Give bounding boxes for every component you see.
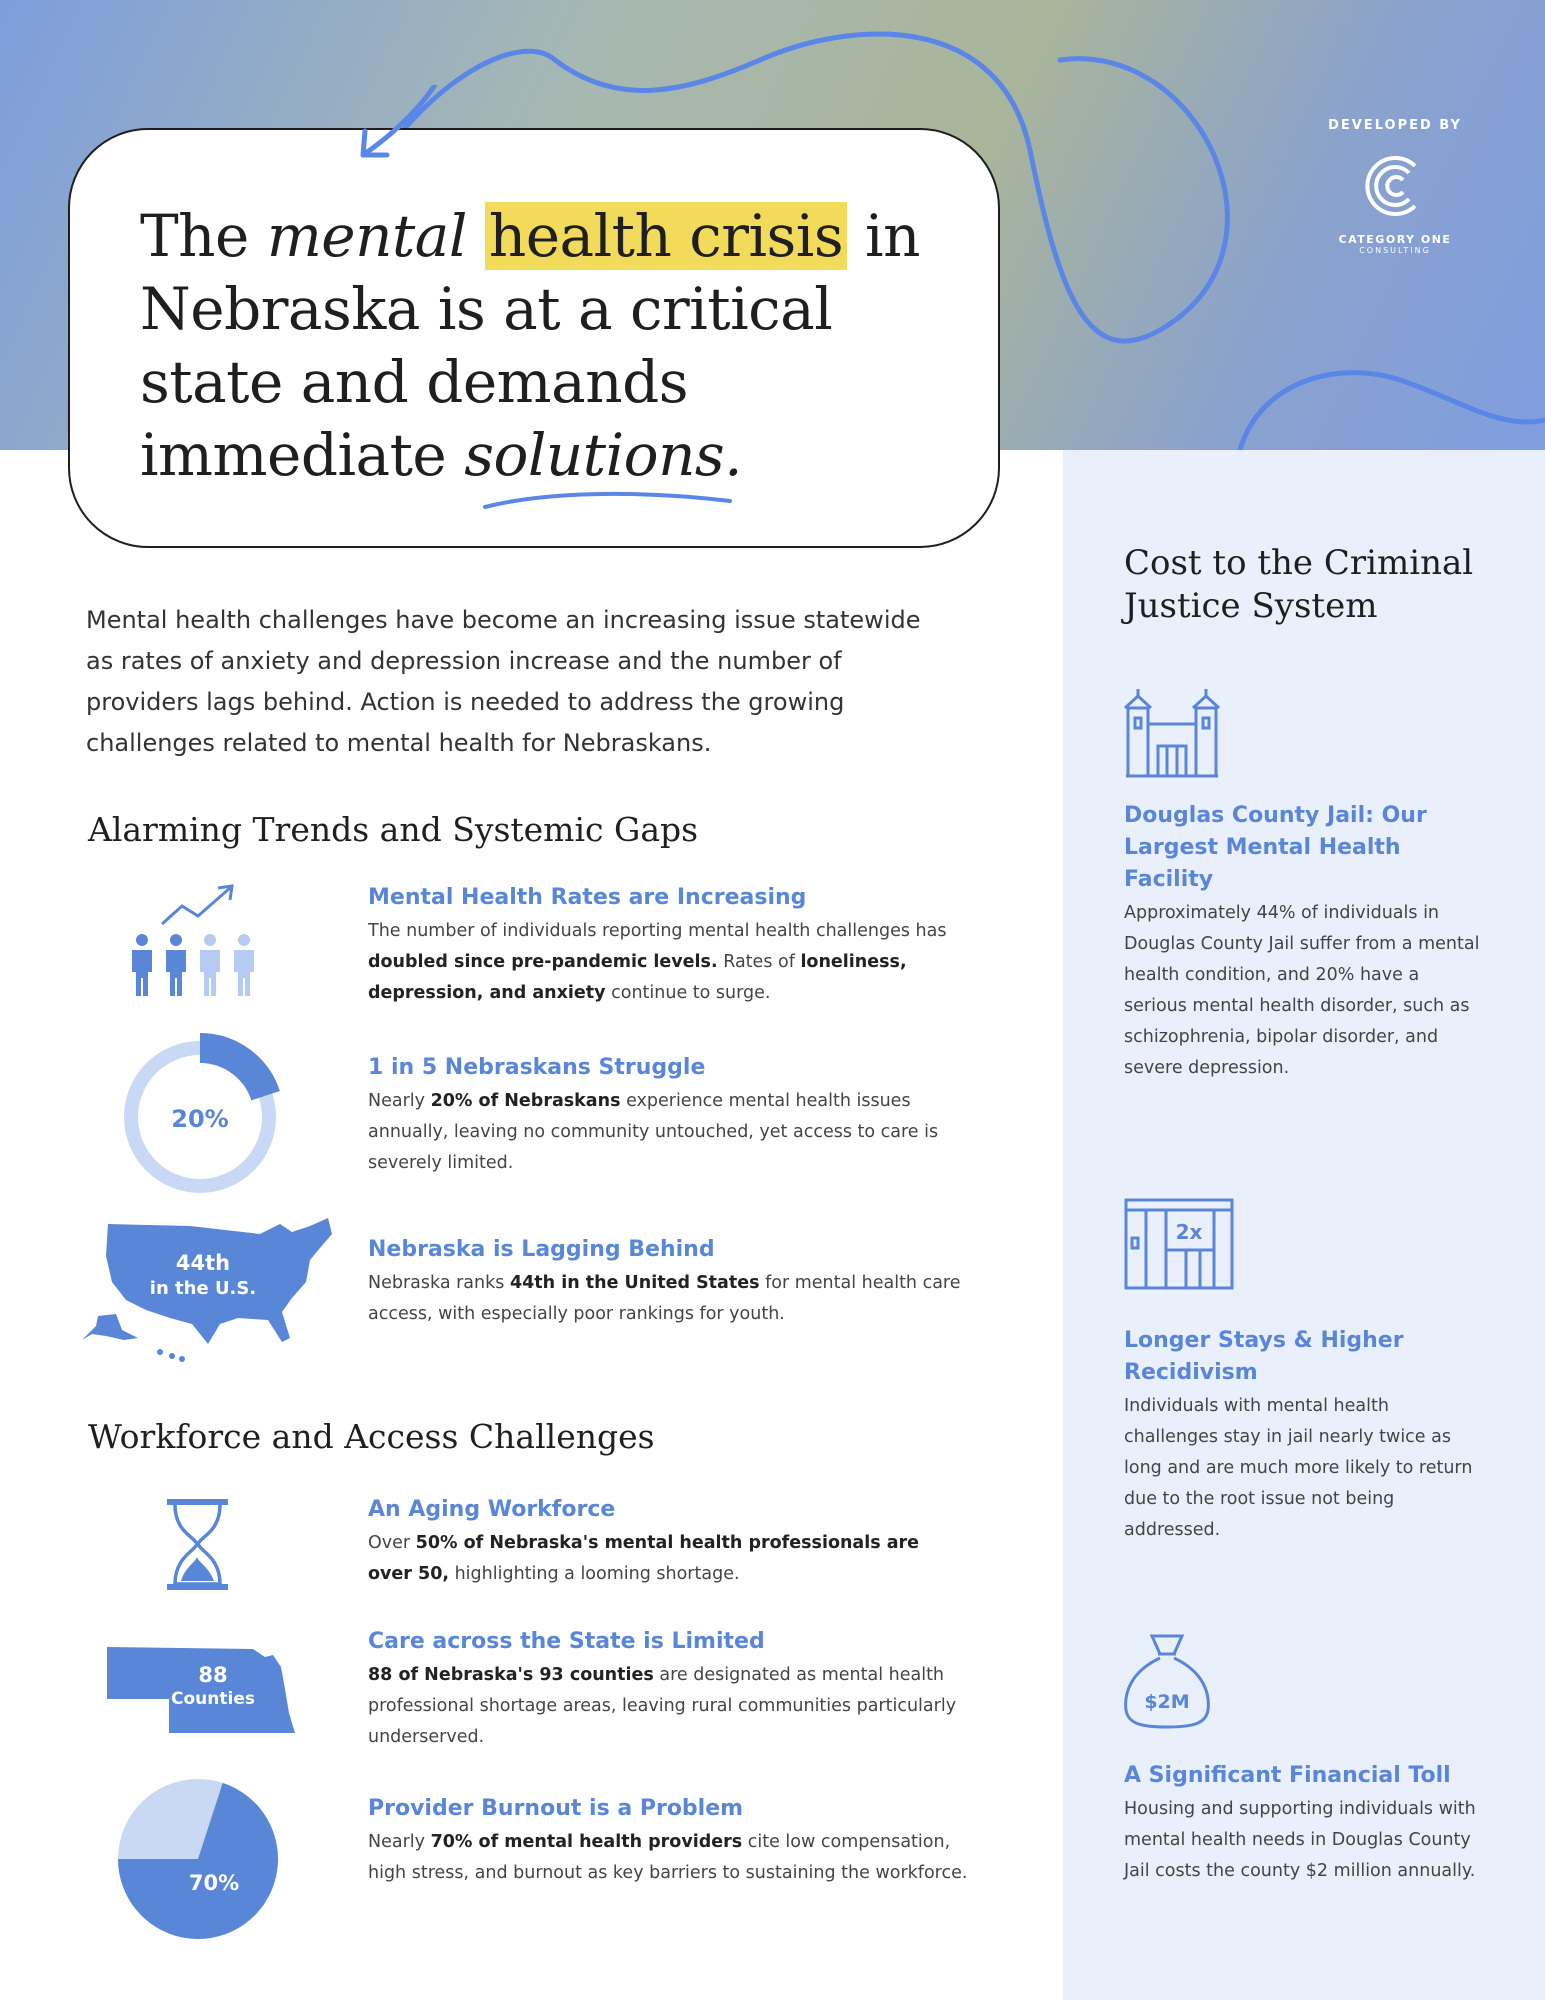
item-title: Mental Health Rates are Increasing xyxy=(368,885,807,910)
item-title: Nebraska is Lagging Behind xyxy=(368,1237,715,1262)
people-trend-icon xyxy=(120,882,280,1007)
nebraska-map-icon xyxy=(105,1643,295,1738)
item-body: Nebraska ranks 44th in the United States for mental health care access, with especially poor rankings for youth. xyxy=(368,1273,961,1324)
hourglass-icon xyxy=(165,1497,230,1592)
developed-by-block xyxy=(1300,118,1490,255)
item-title: An Aging Workforce xyxy=(368,1497,616,1522)
jail-building-icon xyxy=(1124,688,1220,778)
section-title-trends: Alarming Trends and Systemic Gaps xyxy=(88,810,699,849)
workforce-item-aging xyxy=(368,1497,968,1590)
counties-label: Counties xyxy=(171,1689,255,1709)
item-body: Approximately 44% of individuals in Douglas County Jail suffer from a mental health condition, and 20% have a serious mental health disorder, such as schizophrenia, bipolar disorder, and severe depression. xyxy=(1124,903,1480,1078)
headline-card xyxy=(68,128,1000,548)
map-label-rank: 44th xyxy=(175,1251,231,1275)
intro-paragraph: Mental health challenges have become an increasing issue statewide as rates of anxiety and depression increase and the number of providers lags behind. Action is needed to address the growing challenges related to mental health for Nebraskans. xyxy=(86,606,921,757)
trend-item-rates xyxy=(368,885,968,1009)
developed-by-label: DEVELOPED BY xyxy=(1328,118,1462,133)
us-map-icon xyxy=(70,1212,340,1362)
item-title: A Significant Financial Toll xyxy=(1124,1763,1451,1788)
sidebar-title: Cost to the Criminal Justice System xyxy=(1124,543,1474,626)
item-title: 1 in 5 Nebraskans Struggle xyxy=(368,1055,706,1080)
sidebar-item-recidivism xyxy=(1124,1325,1484,1546)
item-body: Nearly 20% of Nebraskans experience mental health issues annually, leaving no community untouched, yet access to care is severely limited. xyxy=(368,1091,939,1173)
pie-label: 70% xyxy=(188,1871,240,1895)
headline: The mental health crisis in Nebraska is at a critical state and demands immediate solutions. xyxy=(140,202,920,489)
brand-name: CATEGORY ONE xyxy=(1338,233,1452,246)
item-title: Longer Stays & Higher Recidivism xyxy=(1124,1328,1404,1385)
item-body: Housing and supporting individuals with mental health needs in Douglas County Jail costs the county $2 million annually. xyxy=(1124,1799,1476,1881)
section-title-workforce: Workforce and Access Challenges xyxy=(88,1417,655,1456)
item-title: Douglas County Jail: Our Largest Mental Health Facility xyxy=(1124,803,1427,892)
counties-number: 88 xyxy=(198,1663,228,1687)
map-label-us: in the U.S. xyxy=(149,1278,257,1299)
sidebar-item-jail xyxy=(1124,800,1484,1084)
jail-cell-icon xyxy=(1124,1198,1234,1290)
money-bag-label: $2M xyxy=(1144,1691,1190,1713)
solutions-underline xyxy=(480,485,740,515)
trend-item-struggle xyxy=(368,1055,968,1179)
burnout-pie-chart xyxy=(117,1778,279,1940)
item-body: 88 of Nebraska's 93 counties are designated as mental health professional shortage areas, leaving rural communities particularly underserved. xyxy=(368,1665,957,1747)
money-bag-icon xyxy=(1122,1632,1212,1730)
cell-multiplier-label: 2x xyxy=(1175,1220,1203,1244)
item-body: Individuals with mental health challenges stay in jail nearly twice as long and are much more likely to return due to the root issue not being addressed. xyxy=(1124,1396,1473,1540)
percent-ring-chart xyxy=(115,1032,285,1202)
ring-label: 20% xyxy=(171,1105,229,1133)
item-title: Provider Burnout is a Problem xyxy=(368,1796,744,1821)
workforce-item-burnout xyxy=(368,1796,968,1889)
item-body: Nearly 70% of mental health providers cite low compensation, high stress, and burnout as key barriers to sustaining the workforce. xyxy=(368,1832,968,1883)
arrow-icon xyxy=(355,85,445,165)
item-body: The number of individuals reporting mental health challenges has doubled since pre-pandemic levels. Rates of loneliness, depression, and anxiety continue to surge. xyxy=(368,921,947,1003)
category-one-logo-icon xyxy=(1360,151,1430,221)
ring-arc xyxy=(200,1048,266,1096)
brand-subtitle: CONSULTING xyxy=(1359,246,1431,255)
item-body: Over 50% of Nebraska's mental health professionals are over 50, highlighting a looming shortage. xyxy=(368,1533,920,1584)
workforce-item-care xyxy=(368,1629,968,1753)
trend-item-lagging xyxy=(368,1237,968,1330)
item-title: Care across the State is Limited xyxy=(368,1629,765,1654)
headline-highlight: health crisis xyxy=(485,202,847,270)
sidebar-item-financial xyxy=(1124,1760,1484,1887)
